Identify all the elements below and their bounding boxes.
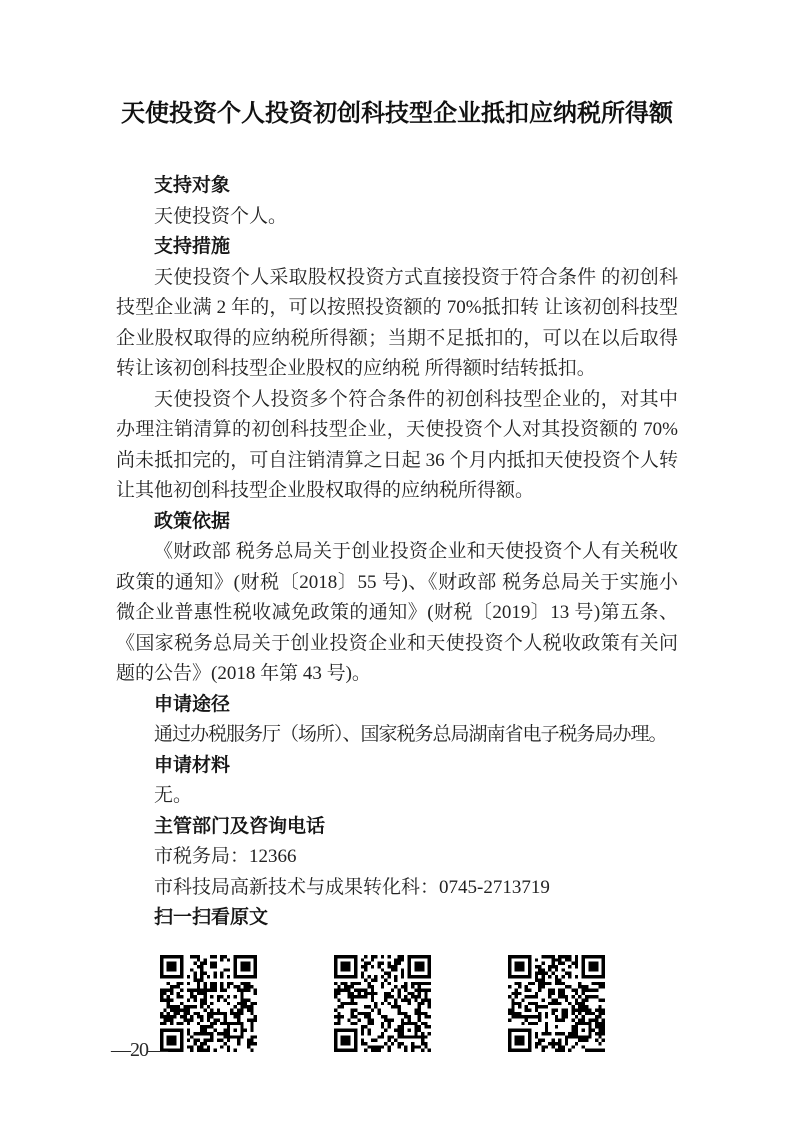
qr-code-1 [160, 955, 257, 1052]
paragraph: 市科技局高新技术与成果转化科：0745-2713719 [154, 876, 550, 898]
qr-code-row [160, 955, 678, 1052]
page-title: 天使投资个人投资初创科技型企业抵扣应纳税所得额 [121, 101, 673, 127]
section-heading-support-measures: 支持措施 [154, 236, 231, 257]
section-support-target [116, 171, 678, 232]
section-policy-basis [116, 507, 678, 690]
paragraph: 《财政部 税务总局关于创业投资企业和天使投资个人有关税收政策的通知》(财税〔2018〕55 号)、《财政部 税务总局关于实施小微企业普惠性税收减免政策的通知》(财税〔2019〕13 号)第五条、《国家税务总局关于创业投资企业和天使投资个人税收政策有关问题的公告》(2018 年第 43 号)。 [116, 541, 678, 684]
qr-code-2 [334, 955, 431, 1052]
sections [116, 171, 678, 934]
section-department-contact [116, 812, 678, 904]
section-support-measures [116, 232, 678, 507]
section-heading-application-channel: 申请途径 [154, 693, 231, 715]
paragraph: 无。 [154, 785, 193, 806]
section-scan-original [116, 903, 678, 934]
section-heading-department-contact: 主管部门及咨询电话 [154, 815, 326, 837]
qr-code-3 [508, 955, 605, 1052]
paragraph: 通过办税服务厅（场所）、国家税务总局湖南省电子税务局办理。 [154, 724, 667, 745]
paragraph: 天使投资个人。 [154, 205, 288, 227]
section-application-channel [116, 690, 678, 751]
paragraph: 天使投资个人采取股权投资方式直接投资于符合条件 的初创科技型企业满 2 年的，可以按照投资额的 70%抵扣转 让该初创科技型企业股权取得的应纳税所得额；当期不足抵扣的，可以在以后取得转让该初创科技型企业股权的应纳税 所得额时结转抵扣。 [116, 266, 678, 379]
page-number: —20— [111, 1039, 167, 1061]
section-heading-policy-basis: 政策依据 [154, 510, 231, 532]
section-heading-scan-original: 扫一扫看原文 [154, 907, 269, 928]
document-content [116, 96, 678, 1052]
section-heading-application-materials: 申请材料 [154, 754, 231, 776]
section-application-materials [116, 751, 678, 812]
paragraph: 市税务局：12366 [154, 846, 297, 867]
paragraph: 天使投资个人投资多个符合条件的初创科技型企业的，对其中办理注销清算的初创科技型企业，天使投资个人对其投资额的 70%尚未抵扣完的，可自注销清算之日起 36 个月内抵扣天使投资个人转让其他初创科技型企业股权取得的应纳税所得额。 [116, 388, 678, 501]
section-heading-support-target: 支持对象 [154, 175, 231, 196]
